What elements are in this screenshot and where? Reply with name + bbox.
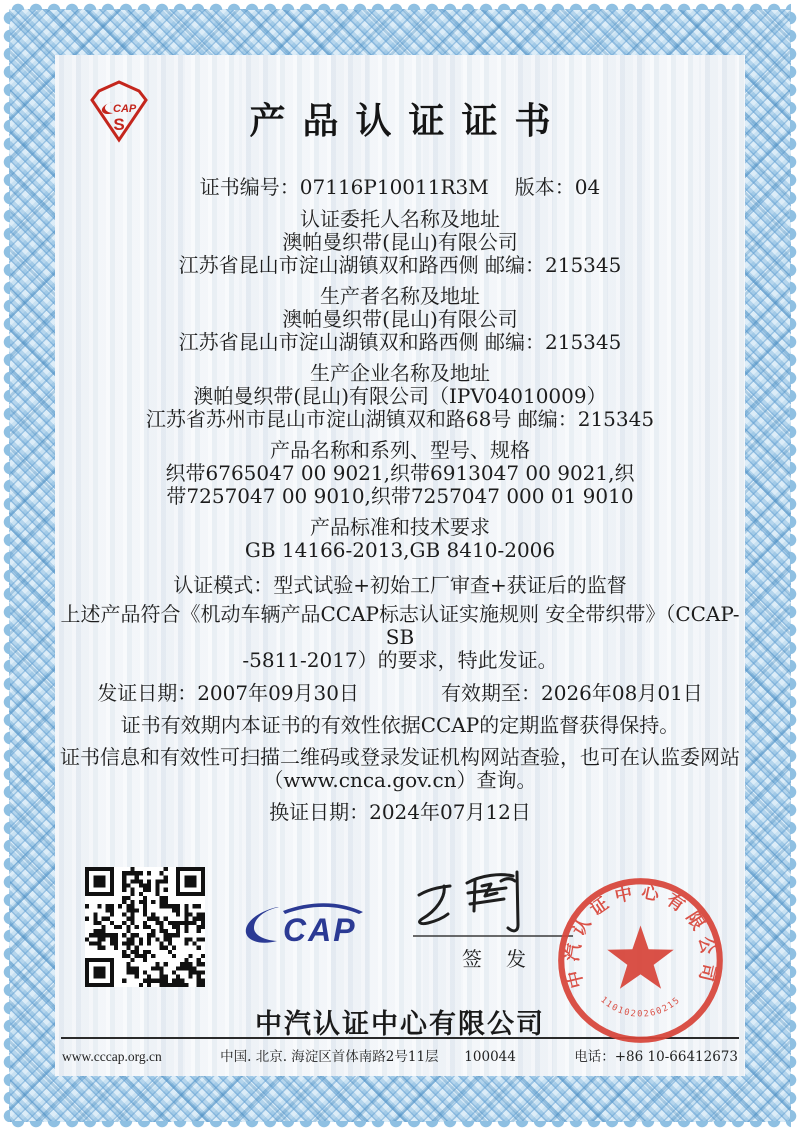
section-heading: 产品标准和技术要求 bbox=[310, 515, 490, 539]
version-label: 版本： bbox=[514, 175, 575, 199]
section-heading: 认证委托人名称及地址 bbox=[300, 207, 500, 231]
section-heading: 生产企业名称及地址 bbox=[310, 361, 490, 385]
section-line: 江苏省苏州市昆山市淀山湖镇双和路68号 邮编：215345 bbox=[145, 407, 655, 431]
certificate-title: 产品认证证书 bbox=[249, 100, 568, 142]
seal-text: 中汽认证中心有限公司 bbox=[562, 882, 719, 990]
expiry-date: 有效期至：2026年08月01日 bbox=[441, 681, 703, 705]
seal-number: 1101020260215 bbox=[598, 995, 683, 1020]
verify-line: 证书信息和有效性可扫描二维码或登录发证机构网站查验，也可在认监委网站 bbox=[60, 745, 740, 769]
section-line: 江苏省昆山市淀山湖镇双和路西侧 邮编：215345 bbox=[178, 253, 622, 277]
section-line: 澳帕曼织带(昆山)有限公司 bbox=[282, 230, 518, 254]
footer-address: 中国. 北京. 海淀区首体南路2号11层 100044 bbox=[220, 1049, 516, 1065]
diamond-cap-text: CAP bbox=[113, 103, 137, 115]
scallop-edge-left bbox=[3, 9, 10, 1122]
certificate-number-row bbox=[55, 171, 745, 200]
qr-code bbox=[85, 867, 205, 987]
company-seal bbox=[553, 873, 728, 1048]
certification-mode-line: 认证模式：型式试验+初始工厂审查+获证后的监督 bbox=[173, 573, 627, 597]
applicant-section bbox=[55, 208, 745, 277]
section-line: 江苏省昆山市淀山湖镇双和路西侧 邮编：215345 bbox=[178, 330, 622, 354]
diamond-s-text: S bbox=[113, 115, 125, 134]
ccap-logo bbox=[241, 901, 375, 951]
renewal-date-line: 换证日期：2024年07月12日 bbox=[269, 800, 531, 824]
producer-section bbox=[55, 285, 745, 354]
section-heading: 产品名称和系列、型号、规格 bbox=[270, 438, 530, 462]
issue-date: 发证日期：2007年09月30日 bbox=[97, 681, 359, 705]
sign-issue-label: 签 发 bbox=[462, 947, 528, 971]
version-value: 04 bbox=[574, 175, 601, 199]
section-line: GB 14166-2013,GB 8410-2006 bbox=[244, 538, 556, 562]
footer-company-name: 中汽认证中心有限公司 bbox=[255, 1009, 545, 1039]
section-line: 带7257047 00 9010,织带7257047 000 01 9010 bbox=[166, 484, 634, 508]
section-line: 澳帕曼织带(昆山)有限公司（IPV04010009） bbox=[193, 384, 607, 408]
statement-line: 上述产品符合《机动车辆产品CCAP标志认证实施规则 安全带织带》（CCAP-SB bbox=[60, 602, 740, 649]
certificate-body bbox=[55, 55, 745, 1076]
statement-line: -5811-2017）的要求，特此发证。 bbox=[242, 648, 558, 672]
verification-note bbox=[55, 746, 745, 792]
ccap-logo-text: CAP bbox=[283, 912, 357, 948]
scallop-edge-top bbox=[9, 3, 791, 10]
seal-star bbox=[607, 926, 674, 989]
standard-section bbox=[55, 516, 745, 562]
section-line: 澳帕曼织带(昆山)有限公司 bbox=[282, 307, 518, 331]
section-heading: 生产者名称及地址 bbox=[320, 284, 480, 308]
dates-row bbox=[55, 682, 745, 705]
ccap-s-diamond-icon bbox=[89, 79, 149, 143]
conformity-statement bbox=[55, 603, 745, 672]
verify-line: （www.cnca.gov.cn）查询。 bbox=[263, 768, 537, 792]
factory-section bbox=[55, 362, 745, 431]
footer-website: www.cccap.org.cn bbox=[62, 1049, 162, 1064]
footer-info-row bbox=[62, 1045, 738, 1065]
footer-phone: 电话：+86 10-66412673 bbox=[574, 1049, 738, 1065]
svg-text:1101020260215 bbox=[598, 995, 682, 1020]
product-section bbox=[55, 439, 745, 508]
scallop-edge-bottom bbox=[9, 1121, 791, 1128]
validity-maintenance-line: 证书有效期内本证书的有效性依据CCAP的定期监督获得保持。 bbox=[120, 713, 680, 737]
section-line: 织带6765047 00 9021,织带6913047 00 9021,织 bbox=[165, 461, 635, 485]
cert-no-label: 证书编号： bbox=[199, 175, 300, 199]
scallop-edge-right bbox=[790, 9, 797, 1122]
cert-no-value: 07116P10011R3M bbox=[299, 175, 489, 199]
